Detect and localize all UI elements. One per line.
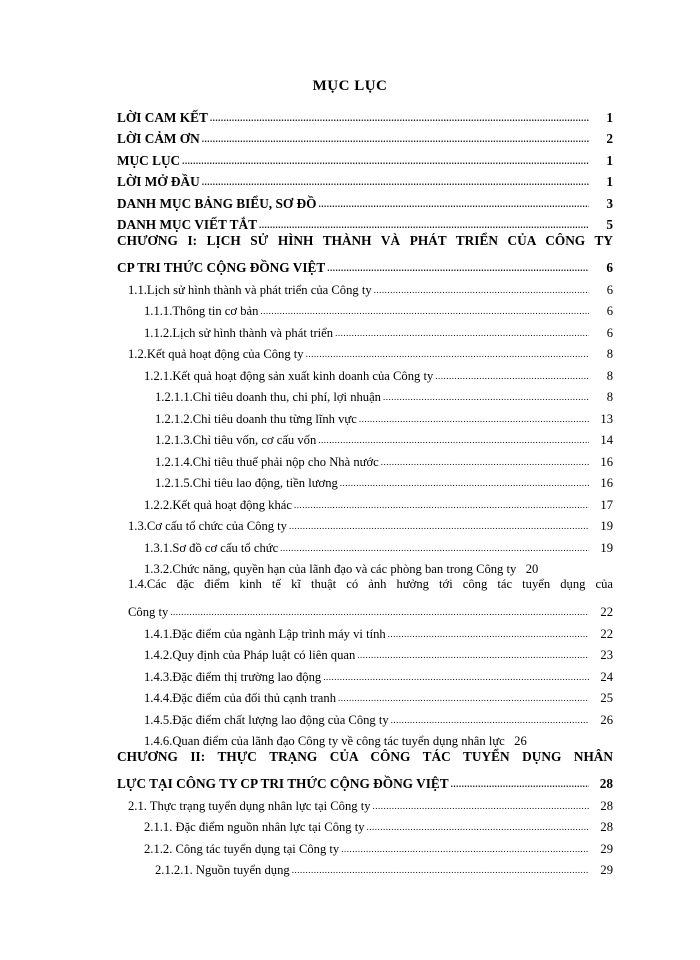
toc-entry-page: 6 (606, 282, 613, 297)
dot-leader (170, 608, 589, 620)
toc-entry-page: 24 (600, 669, 613, 684)
toc-entry[interactable] (117, 685, 613, 707)
dot-leader (280, 544, 589, 556)
toc-entry-label: 2.1.1. Đặc điểm nguồn nhân lực tại Công ty (144, 820, 365, 834)
dot-leader (292, 866, 589, 878)
toc-entry[interactable] (117, 319, 613, 341)
toc-entry-label-line2: CP TRI THỨC CỘNG ĐỒNG VIỆT (117, 260, 326, 275)
toc-entry-page: 20 (525, 562, 539, 576)
dot-leader (294, 501, 589, 513)
toc-entry-page: 1 (606, 109, 613, 125)
toc-entry[interactable] (117, 405, 613, 427)
toc-entry[interactable] (117, 427, 613, 449)
dot-leader (391, 716, 589, 728)
toc-entry[interactable] (117, 556, 613, 578)
toc-entry[interactable] (117, 255, 613, 277)
toc-entry-page: 25 (600, 691, 613, 705)
toc-entry[interactable] (117, 835, 613, 857)
toc-entry-page: 19 (600, 519, 613, 533)
toc-entry-label: 1.3.Cơ cấu tổ chức của Công ty (128, 519, 287, 533)
toc-entry-page: 5 (606, 217, 613, 232)
dot-leader (373, 802, 589, 814)
toc-entry-page: 28 (600, 820, 613, 834)
toc-entry-page: 1 (606, 174, 613, 189)
toc-entry-label: 1.1.Lịch sử hình thành và phát triển của Công ty (128, 282, 372, 297)
dot-leader (388, 630, 589, 642)
toc-entry-page: 6 (606, 304, 613, 318)
toc-entry-label: 1.2.1.3.Chỉ tiêu vốn, cơ cấu vốn (155, 433, 317, 447)
toc-entry[interactable] (117, 169, 613, 191)
dot-leader (327, 264, 589, 276)
toc-entry-label-line1[interactable]: 1.4.Các đặc điểm kinh tế kĩ thuật có ảnh hưởng tới công tác tuyển dụng của (128, 577, 613, 591)
toc-entry-page: 22 (600, 626, 613, 641)
toc-entry-label: 1.4.5.Đặc điểm chất lượng lao động của Công ty (144, 712, 389, 727)
toc-entry[interactable] (117, 642, 613, 664)
toc-entry-label: DANH MỤC BẢNG BIỂU, SƠ ĐỒ (117, 195, 317, 211)
toc-entry-label: 2.1.2.1. Nguồn tuyển dụng (155, 863, 290, 877)
toc-entry-label: 1.4.2.Quy định của Pháp luật có liên quan (144, 648, 356, 662)
toc-entry-page: 16 (600, 454, 613, 469)
dot-leader (202, 178, 589, 190)
toc-entry-page: 6 (606, 325, 613, 340)
toc-entry[interactable] (117, 104, 613, 126)
toc-entry-page: 3 (606, 195, 613, 211)
toc-list (117, 104, 613, 878)
dot-leader (381, 458, 589, 470)
dot-leader (451, 780, 589, 792)
toc-entry-label: 1.2.1.5.Chỉ tiêu lao động, tiền lương (155, 476, 338, 490)
toc-entry[interactable] (117, 792, 613, 814)
toc-entry[interactable] (117, 513, 613, 535)
dot-leader (318, 436, 589, 448)
dot-leader (289, 522, 589, 534)
toc-entry[interactable] (117, 470, 613, 492)
toc-entry-page: 28 (599, 776, 613, 791)
dot-leader (260, 307, 589, 319)
toc-entry-page: 23 (600, 648, 613, 662)
toc-entry-label: LỜI CẢM ƠN (117, 131, 200, 146)
toc-entry-label: 2.1. Thực trạng tuyển dụng nhân lực tại Công ty (128, 798, 371, 813)
toc-entry[interactable] (117, 620, 613, 642)
toc-entry-page: 16 (600, 476, 613, 490)
toc-title: MỤC LỤC (312, 78, 388, 94)
toc-entry[interactable] (117, 298, 613, 320)
toc-entry-label-line1[interactable]: CHƯƠNG II: THỰC TRẠNG CỦA CÔNG TÁC TUYỂN DỤNG NHÂN (117, 749, 613, 764)
toc-entry-label: 1.4.4.Đặc điểm của đối thủ cạnh tranh (144, 691, 336, 705)
toc-entry-label: 1.3.1.Sơ đồ cơ cấu tổ chức (144, 540, 279, 555)
toc-entry-label: 1.2.1.2.Chỉ tiêu doanh thu từng lĩnh vực (155, 411, 357, 426)
dot-leader (306, 350, 589, 362)
toc-entry-page: 2 (606, 131, 613, 146)
toc-entry-label-line1[interactable]: CHƯƠNG I: LỊCH SỬ HÌNH THÀNH VÀ PHÁT TRIỂN CỦA CÔNG TY (117, 233, 613, 248)
dot-leader (341, 845, 589, 857)
toc-entry[interactable] (117, 771, 613, 793)
toc-entry[interactable] (117, 663, 613, 685)
dot-leader (435, 372, 589, 384)
toc-entry[interactable] (117, 534, 613, 556)
toc-entry-label: 1.1.2.Lịch sử hình thành và phát triển (144, 325, 334, 340)
toc-entry[interactable] (117, 190, 613, 212)
toc-entry-page: 8 (606, 368, 613, 383)
dot-leader (383, 393, 589, 405)
toc-entry-label: 1.2.1.Kết quả hoạt động sản xuất kinh doanh của Công ty (144, 368, 434, 383)
dot-leader (359, 415, 589, 427)
toc-entry[interactable] (117, 857, 613, 879)
toc-entry-page: 14 (600, 433, 613, 447)
dot-leader (202, 135, 589, 147)
toc-entry[interactable] (117, 276, 613, 298)
toc-entry-page: 6 (606, 260, 613, 275)
toc-entry-label: DANH MỤC VIẾT TẮT (117, 217, 258, 232)
toc-entry-label: 1.4.1.Đặc điểm của ngành Lập trình máy vi tính (144, 626, 386, 641)
toc-entry-page: 22 (600, 605, 613, 619)
toc-entry[interactable] (117, 448, 613, 470)
dot-leader (323, 673, 589, 685)
toc-entry[interactable] (117, 212, 613, 234)
toc-entry-page: 8 (606, 390, 613, 404)
toc-entry-label-line2: Công ty (128, 605, 169, 619)
toc-entry-label: 1.2.Kết quả hoạt động của Công ty (128, 347, 304, 361)
toc-entry-label: 1.4.3.Đặc điểm thị trường lao động (144, 669, 322, 684)
toc-entry-page: 26 (600, 712, 613, 727)
toc-entry[interactable] (117, 814, 613, 836)
toc-entry-label: 1.2.1.1.Chỉ tiêu doanh thu, chi phí, lợi nhuận (155, 390, 381, 404)
toc-entry-page: 26 (514, 734, 527, 748)
toc-entry-label: 1.2.2.Kết quả hoạt động khác (144, 497, 292, 512)
toc-entry-label: 2.1.2. Công tác tuyển dụng tại Công ty (144, 841, 340, 856)
toc-entry-label: 1.2.1.4.Chỉ tiêu thuế phải nộp cho Nhà nước (155, 454, 379, 469)
toc-entry-page: 13 (600, 411, 613, 426)
toc-entry[interactable] (117, 491, 613, 513)
dot-leader (335, 329, 589, 341)
toc-entry-label: 1.3.2.Chức năng, quyền hạn của lãnh đạo và các phòng ban trong Công ty (144, 562, 517, 576)
toc-entry-label: 1.1.1.Thông tin cơ bản (144, 304, 259, 318)
dot-leader (259, 221, 589, 233)
toc-entry[interactable] (117, 126, 613, 148)
toc-entry-page: 29 (600, 863, 613, 877)
dot-leader (357, 651, 589, 663)
toc-entry[interactable] (117, 341, 613, 363)
toc-entry[interactable] (117, 599, 613, 621)
dot-leader (340, 479, 589, 491)
dot-leader (210, 114, 589, 126)
toc-entry-page: 17 (600, 497, 613, 512)
toc-entry-page: 1 (606, 152, 613, 168)
toc-entry[interactable] (117, 384, 613, 406)
toc-entry-page: 8 (606, 347, 613, 361)
dot-leader (318, 200, 589, 212)
dot-leader (182, 157, 589, 169)
toc-entry[interactable] (117, 362, 613, 384)
toc-entry[interactable] (117, 147, 613, 169)
toc-entry[interactable] (117, 728, 613, 750)
toc-entry-label: 1.4.6.Quan điểm của lãnh đạo Công ty về công tác tuyển dụng nhân lực (144, 734, 505, 748)
toc-entry-label: MỤC LỤC (117, 152, 181, 168)
toc-entry-label: LỜI CAM KẾT (117, 109, 208, 125)
toc-entry-page: 28 (600, 798, 613, 813)
dot-leader (374, 286, 589, 298)
toc-entry-label-line2: LỰC TẠI CÔNG TY CP TRI THỨC CỘNG ĐỒNG VIỆT (117, 776, 449, 791)
toc-entry[interactable] (117, 706, 613, 728)
toc-entry-page: 29 (600, 841, 613, 856)
toc-entry-label: LỜI MỞ ĐẦU (117, 174, 200, 189)
dot-leader (367, 823, 589, 835)
dot-leader (338, 694, 589, 706)
toc-entry-page: 19 (600, 540, 613, 555)
